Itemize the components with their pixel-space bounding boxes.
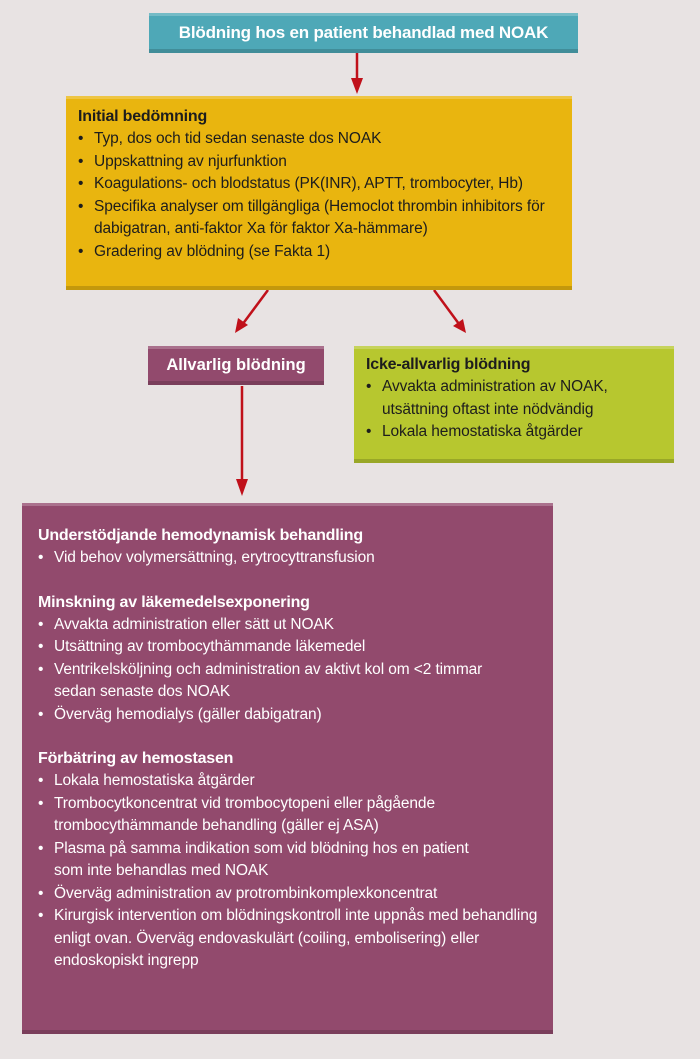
initial-list: [78, 128, 562, 263]
list-item: • Överväg administration av protrombinkomplexkoncentrat: [38, 883, 543, 906]
list-item: • Lokala hemostatiska åtgärder: [38, 770, 543, 793]
non-severe-bleeding-box: [354, 346, 674, 463]
arrow-initial-to-severe: [235, 290, 268, 333]
initial-heading: Initial bedömning: [78, 108, 208, 125]
section-heading: Understödjande hemodynamisk behandling: [38, 527, 363, 544]
section-hemodynamic: [38, 525, 543, 570]
severe-label: Allvarlig blödning: [166, 356, 306, 374]
initial-assessment-box: [66, 96, 572, 290]
section-hemostasis: [38, 748, 543, 973]
list-item: • Ventrikelsköljning och administration av aktivt kol om <2 timmar sedan senaste dos NOAK: [38, 659, 503, 704]
list-item: • Utsättning av trombocythämmande läkemedel: [38, 636, 503, 659]
mild-heading: Icke-allvarlig blödning: [366, 356, 531, 373]
severe-bleeding-box: [148, 346, 324, 385]
section-heading: Förbätring av hemostasen: [38, 750, 234, 767]
section-drug-exposure: [38, 592, 543, 727]
list-item: • Överväg hemodialys (gäller dabigatran): [38, 704, 503, 727]
list-item: • Avvakta administration av NOAK, utsättning oftast inte nödvändig: [366, 376, 664, 421]
list-item: • Uppskattning av njurfunktion: [78, 151, 562, 174]
list-item: • Avvakta administration eller sätt ut NOAK: [38, 614, 503, 637]
list-item: • Gradering av blödning (se Fakta 1): [78, 241, 562, 264]
arrow-severe-to-treatment: [236, 386, 248, 496]
list-item: • Typ, dos och tid sedan senaste dos NOAK: [78, 128, 562, 151]
arrow-title-to-initial: [351, 53, 363, 94]
section-list: [38, 770, 543, 973]
treatment-box: [22, 503, 553, 1034]
list-item: • Kirurgisk intervention om blödningskontroll inte uppnås med behandling enligt ovan. Överväg endovaskulärt (coiling, embolisering) eller endoskopiskt ingrepp: [38, 905, 543, 973]
list-item: • Lokala hemostatiska åtgärder: [366, 421, 664, 444]
section-heading: Minskning av läkemedelsexponering: [38, 593, 310, 611]
section-list: [38, 547, 543, 570]
arrow-initial-to-mild: [434, 290, 466, 333]
list-item: • Vid behov volymersättning, erytrocyttransfusion: [38, 547, 543, 570]
mild-list: [366, 376, 664, 444]
list-item: • Plasma på samma indikation som vid blödning hos en patient som inte behandlas med NOAK: [38, 838, 543, 883]
title-text: Blödning hos en patient behandlad med NOAK: [178, 23, 549, 42]
section-list: [38, 614, 543, 727]
list-item: • Trombocytkoncentrat vid trombocytopeni eller pågående trombocythämmande behandling (gäller ej ASA): [38, 793, 543, 838]
list-item: • Koagulations- och blodstatus (PK(INR), APTT, trombocyter, Hb): [78, 173, 562, 196]
title-box: [149, 13, 578, 53]
list-item: • Specifika analyser om tillgängliga (Hemoclot thrombin inhibitors för dabigatran, anti-faktor Xa för faktor Xa-hämmare): [78, 196, 562, 241]
